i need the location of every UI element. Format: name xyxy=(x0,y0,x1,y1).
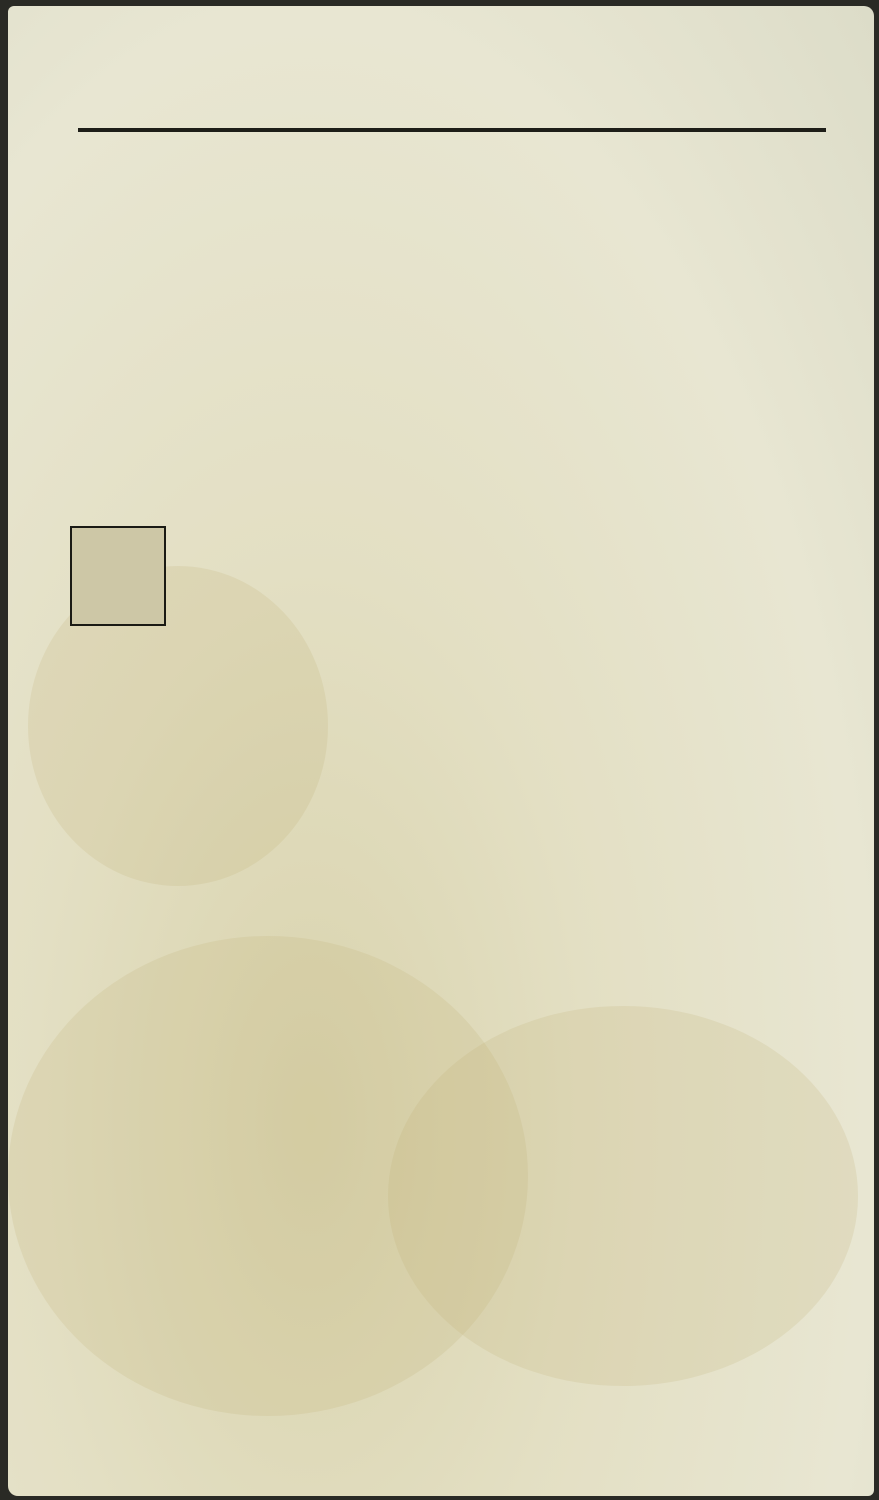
ornament-band-bottom xyxy=(90,296,816,376)
book-page xyxy=(8,6,874,1496)
header-rule xyxy=(78,128,826,132)
ornament-band-top xyxy=(90,156,816,226)
decorated-initial xyxy=(70,526,166,626)
page-header xyxy=(338,88,578,123)
ornament-band-middle xyxy=(90,246,816,286)
